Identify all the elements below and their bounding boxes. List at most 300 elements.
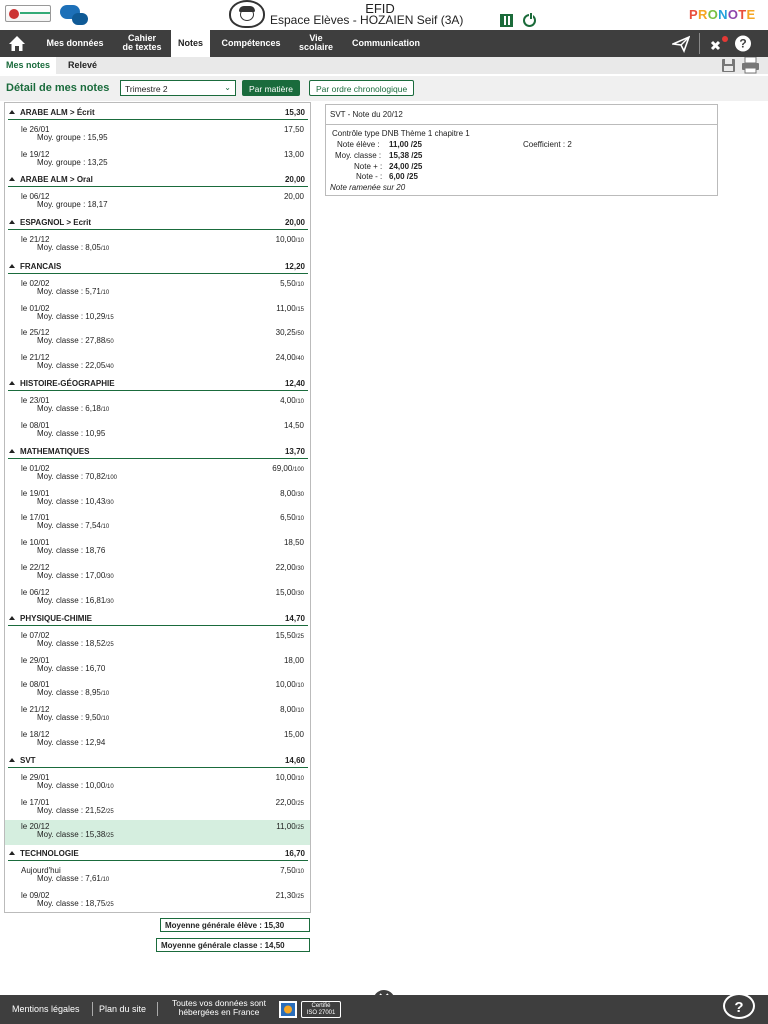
subject-underline [8,273,308,274]
grade-class-average [37,336,114,345]
grade-value-number: 20,00 [283,192,304,201]
grade-value-denominator: /15 [295,306,304,313]
moyenne-generale-classe: Moyenne générale classe : 14,50 [156,938,310,952]
grade-value-number: 10,00 [275,773,296,782]
grade-class-average [37,312,114,321]
grade-class-average [37,243,109,252]
detail-note-plus-label: Note + : [354,162,383,171]
grade-value-number: 13,00 [283,149,304,159]
home-icon[interactable] [8,35,26,52]
grade-date: le 10/01 [21,538,50,548]
grade-value [276,631,304,640]
subject-underline [8,860,308,861]
subject-average: 12,40 [284,379,305,388]
grade-date: le 29/01 [21,773,50,782]
collapse-triangle-icon[interactable] [9,758,15,762]
grade-value-number: 11,00 [276,303,296,313]
page-title: Détail de mes notes [6,82,110,94]
subject-average: 13,70 [284,447,305,456]
grade-class-average [37,781,114,790]
grade-value-number: 10,00 [275,680,296,690]
grade-value [280,705,304,714]
detail-note-moins: 6,00 /25 [389,172,418,181]
subject-name: ARABE ALM > Oral [20,175,93,184]
subject-underline [8,119,308,120]
grade-class-average-value: Moy. classe : 18,76 [37,546,106,556]
subject-average: 20,00 [284,218,305,227]
grade-class-average-denominator: /25 [105,808,114,815]
detail-note-eleve-label: Note élève : [337,140,380,149]
subject-underline [8,229,308,230]
detail-moy-classe: 15,38 /25 [389,151,423,160]
grade-class-average [37,429,105,438]
subject-header[interactable] [5,755,310,766]
tab-releve[interactable]: Relevé [68,60,98,70]
grade-class-average [37,361,114,370]
grade-class-average-denominator: /40 [105,364,114,371]
grades-list [4,102,311,913]
grade-value [284,730,304,739]
tab-mes-notes[interactable]: Mes notes [0,57,56,74]
chevron-down-icon: ⌄ [224,83,231,92]
detail-title: SVT - Note du 20/12 [326,105,717,125]
grade-date: Aujourd'hui [21,866,61,875]
grade-value [284,421,304,430]
grade-row[interactable] [5,277,310,302]
footer-separator [157,1002,158,1016]
help-icon[interactable] [734,34,752,53]
grade-class-average [37,404,109,413]
grade-date: le 08/01 [21,680,50,690]
grade-value-number: 5,50 [280,279,296,288]
grade-date: le 19/01 [21,488,50,498]
grade-value [276,353,304,362]
grade-class-average-value: Moy. classe : 10,29 [37,311,106,321]
space-title: Espace Elèves - HOZAIEN Seif (3A) [270,13,464,27]
grade-date: le 06/12 [21,192,50,201]
subject-underline [8,186,308,187]
footer-separator [92,1002,93,1016]
subject-name: ARABE ALM > Écrit [20,108,95,117]
grade-class-average-denominator: /25 [105,642,114,648]
grade-class-average [37,806,114,815]
grade-class-average [37,133,108,142]
subject-average: 14,60 [284,756,305,765]
grade-date: le 26/01 [21,125,50,134]
grade-class-average-value: Moy. classe : 17,00 [37,570,106,580]
grade-value [280,489,304,498]
qr-code-icon[interactable] [500,14,513,27]
grade-value-denominator: /10 [295,708,304,715]
grade-class-average [37,472,117,481]
period-select[interactable]: Trimestre 2 ⌄ [120,80,236,96]
grade-value [276,773,304,782]
grade-value-number: 15,00 [275,587,296,597]
grade-class-average [37,497,114,506]
grade-class-average-denominator: /10 [105,784,114,790]
grade-value [276,304,304,313]
grade-class-average-value: Moy. groupe : 15,95 [37,133,108,142]
grade-row[interactable] [5,889,310,914]
grade-date: le 21/12 [21,353,50,363]
grade-class-average-value: Moy. classe : 10,95 [37,428,106,438]
grade-row[interactable] [5,586,310,611]
grade-class-average-denominator: /50 [105,339,114,346]
grade-class-average-denominator: /30 [105,598,114,605]
plan-du-site-link[interactable]: Plan du site [99,1004,147,1014]
subject-name: ESPAGNOL > Ecrit [20,218,92,227]
grade-date: le 18/12 [21,729,50,739]
grade-class-average-value: Moy. classe : 27,88 [37,336,106,346]
mentions-legales-link[interactable]: Mentions légales [12,1004,80,1014]
grade-row[interactable] [5,394,310,419]
grade-row[interactable] [5,561,310,586]
collapse-triangle-icon[interactable] [9,381,15,385]
grade-class-average [37,688,109,697]
grade-value-denominator: /25 [295,825,304,832]
subject-header[interactable] [5,261,310,272]
grade-date: le 22/12 [21,562,50,572]
grade-class-average [37,664,105,673]
grade-class-average-denominator: /10 [100,290,110,296]
grade-value-number: 30,25 [275,328,296,338]
save-icon[interactable] [721,58,736,73]
detail-ramenee: Note ramenée sur 20 [330,183,406,192]
grade-value-denominator: /25 [295,800,304,807]
partner-logo [58,3,90,25]
grade-value [276,680,304,689]
grade-value-number: 8,00 [280,705,296,715]
grade-value-number: 6,50 [280,513,296,523]
collapse-triangle-icon[interactable] [9,220,15,224]
grade-class-average [37,738,105,747]
grade-row[interactable] [5,148,310,173]
subject-header[interactable] [5,848,310,859]
grade-value [280,866,304,875]
svg-text:?: ? [739,36,747,51]
grade-value-number: 14,50 [283,420,304,430]
grade-row[interactable] [5,190,310,215]
par-matiere-button[interactable]: Par matière [242,80,300,96]
subject-underline [8,625,308,626]
grade-class-average-denominator: /10 [100,246,110,252]
print-pdf-icon[interactable] [741,57,760,74]
subject-name: HISTOIRE-GÉOGRAPHIE [20,379,115,388]
grade-value-number: 15,00 [283,729,304,739]
grade-date: le 01/02 [21,303,50,313]
grade-date: le 17/01 [21,513,50,523]
grade-class-average-denominator: /15 [105,314,114,321]
grade-value-number: 11,00 [276,822,296,832]
grade-class-average-value: Moy. groupe : 18,17 [37,200,108,209]
grade-value [276,563,304,572]
grade-row[interactable] [5,703,310,728]
subject-name: FRANCAIS [20,262,62,271]
detail-moy-classe-label: Moy. classe : [335,151,382,160]
detail-note-eleve: 11,00 /25 [389,140,422,149]
grade-date: le 23/01 [21,396,50,405]
collapse-triangle-icon[interactable] [9,264,15,268]
sub-nav [0,57,768,74]
grade-value-denominator: /10 [295,282,304,288]
grade-value [276,891,304,900]
grade-value-number: 4,00 [280,396,296,405]
grade-row[interactable] [5,302,310,327]
subject-underline [8,458,308,459]
grade-class-average-denominator: /25 [105,901,114,908]
detail-coefficient: Coefficient : 2 [523,140,572,149]
brand-letter: R [697,7,708,22]
france-flag-icon [279,1001,297,1018]
grade-value-number: 22,00 [275,797,296,807]
subject-name: TECHNOLOGIE [20,849,79,858]
grade-value-denominator: /10 [295,869,304,875]
brand-letter: P [689,7,698,22]
subject-average: 15,30 [284,108,305,117]
grade-value-denominator: /30 [295,590,304,597]
grade-value [280,513,304,522]
grade-row[interactable] [5,728,310,753]
grade-value [276,822,304,831]
footer [0,995,768,1024]
detail-note-plus: 24,00 /25 [389,162,423,171]
grade-value-denominator: /30 [295,491,304,498]
grade-class-average [37,521,109,530]
tools-icon[interactable] [709,34,729,53]
grade-class-average [37,287,109,296]
brand-letter: T [738,7,747,22]
grade-date: le 02/02 [21,279,50,288]
grade-class-average-value: Moy. classe : 10,00 [37,781,106,790]
nav-vie-scolaire[interactable]: Vie scolaire [298,33,334,52]
grade-class-average-denominator: /10 [100,877,110,883]
grade-class-average [37,571,114,580]
grade-value-denominator: /10 [295,683,304,690]
brand-letter: N [718,7,728,22]
nav-communication[interactable]: Communication [351,38,420,48]
grade-class-average [37,596,114,605]
grade-value [272,464,304,473]
grade-date: le 29/01 [21,655,50,665]
grade-class-average [37,830,114,839]
grade-class-average [37,200,108,209]
subject-header[interactable] [5,446,310,457]
grade-value-denominator: /30 [295,565,304,572]
subject-name: PHYSIQUE-CHIMIE [20,614,93,623]
subject-header[interactable] [5,107,310,118]
subject-header[interactable] [5,174,310,185]
grade-class-average-value: Moy. classe : 10,43 [37,496,106,506]
grade-class-average-denominator: /100 [105,475,118,481]
power-icon[interactable] [523,14,536,27]
subject-header[interactable] [5,378,310,389]
grade-class-average [37,546,105,555]
grade-class-average-value: Moy. classe : 5,71 [37,287,101,296]
moyenne-generale-eleve: Moyenne générale élève : 15,30 [160,918,310,932]
school-logo [5,5,51,22]
grade-value-number: 18,00 [283,655,304,665]
question-icon [732,998,746,1014]
grade-class-average-denominator: /30 [105,573,114,580]
grade-class-average-value: Moy. classe : 16,70 [37,663,106,673]
grade-date: le 17/01 [21,797,50,807]
grade-value-denominator: /40 [295,356,304,363]
grade-class-average-denominator: /30 [105,499,114,506]
grade-value-number: 8,00 [280,488,296,498]
nav-separator [699,33,700,54]
subject-name: SVT [20,756,36,765]
grade-date: le 20/12 [21,822,50,832]
grade-class-average-value: Moy. classe : 21,52 [37,805,106,815]
grade-class-average-value: Moy. classe : 18,75 [37,898,106,908]
grade-value-denominator: /10 [295,399,304,405]
grade-class-average-denominator: /10 [100,691,110,698]
nav-mes-donnees[interactable]: Mes données [46,38,104,48]
subject-average: 14,70 [284,614,305,623]
grade-class-average-value: Moy. groupe : 13,25 [37,157,108,167]
grade-date: le 21/12 [21,235,50,244]
grade-row[interactable] [5,536,310,561]
grade-row[interactable] [5,654,310,679]
par-ordre-chronologique-button[interactable]: Par ordre chronologique [309,80,414,96]
grade-class-average-denominator: /10 [100,524,110,531]
grade-row[interactable] [5,419,310,444]
grade-value [284,192,304,201]
grade-value [276,798,304,807]
grade-date: le 07/02 [21,631,50,640]
grade-value-denominator: /50 [295,331,304,338]
subject-underline [8,390,308,391]
grade-value [284,656,304,665]
grade-class-average-value: Moy. classe : 8,95 [37,688,101,698]
grade-class-average-value: Moy. classe : 18,52 [37,639,106,648]
hebergement-text: Toutes vos données sont hébergées en France [171,998,267,1017]
grade-date: le 19/12 [21,149,50,159]
collapse-triangle-icon[interactable] [9,851,15,855]
grade-value [276,588,304,597]
grade-value-number: 21,30 [275,890,296,900]
grade-row[interactable] [5,462,310,487]
grade-date: le 21/12 [21,705,50,715]
grade-value [284,150,304,159]
grade-class-average [37,713,109,722]
brand-letter: O [727,7,739,22]
grade-value-number: 22,00 [275,562,296,572]
grade-detail-panel [325,104,718,196]
grade-value-number: 10,00 [275,235,296,244]
grade-date: le 09/02 [21,890,50,900]
grade-row[interactable] [5,511,310,536]
toolbar [0,76,768,101]
grade-class-average-value: Moy. classe : 16,81 [37,595,106,605]
send-icon[interactable] [672,34,690,53]
grade-value-denominator: /10 [295,776,304,782]
collapse-triangle-icon[interactable] [9,449,15,453]
grade-value-denominator: /10 [295,516,304,523]
grade-class-average-value: Moy. classe : 7,61 [37,874,101,883]
grade-row[interactable] [5,629,310,654]
grade-value-denominator: /100 [292,467,304,473]
main-nav [0,30,768,57]
nav-competences[interactable]: Compétences [221,38,281,48]
grade-value-number: 24,00 [275,353,296,363]
subject-average: 16,70 [284,849,305,858]
svg-text:?: ? [734,999,744,1014]
grade-value [280,396,304,405]
grade-date: le 06/12 [21,587,50,597]
grade-value [284,125,304,134]
grade-value-number: 69,00 [272,464,293,473]
detail-note-moins-label: Note - : [356,172,383,181]
grade-class-average-value: Moy. classe : 22,05 [37,361,106,371]
grade-class-average [37,158,108,167]
subject-underline [8,767,308,768]
grade-class-average-value: Moy. classe : 9,50 [37,713,101,723]
grade-class-average-denominator: /10 [100,407,110,413]
grade-row[interactable] [5,351,310,376]
grade-row[interactable] [5,326,310,351]
grade-class-average-value: Moy. classe : 8,05 [37,243,101,252]
grade-value [284,538,304,547]
grade-row[interactable] [5,864,310,889]
subject-average: 12,20 [284,262,305,271]
grade-date: le 01/02 [21,464,50,473]
collapse-triangle-icon[interactable] [9,177,15,181]
grade-date: le 25/12 [21,328,50,338]
grade-row[interactable] [5,820,310,845]
detail-devoir: Contrôle type DNB Thème 1 chapitre 1 [332,129,470,138]
grade-class-average-value: Moy. classe : 7,54 [37,521,101,531]
grade-row[interactable] [5,123,310,148]
grade-row[interactable] [5,771,310,796]
grade-class-average [37,899,114,908]
grade-value-denominator: /25 [295,893,304,900]
grade-class-average-denominator: /25 [105,833,114,840]
grade-value [276,328,304,337]
grade-row[interactable] [5,487,310,512]
help-button[interactable] [723,993,755,1019]
grade-class-average-value: Moy. classe : 70,82 [37,472,106,481]
grade-row[interactable] [5,796,310,821]
nav-notes[interactable]: Notes [171,30,210,57]
grade-value-number: 7,50 [280,866,296,875]
collapse-triangle-icon[interactable] [9,110,15,114]
top-header [0,0,768,30]
subject-header[interactable] [5,217,310,228]
grade-class-average [37,874,109,883]
subject-average: 20,00 [284,175,305,184]
grade-row[interactable] [5,678,310,703]
iso-certification-badge: Certifié ISO 27001 [301,1001,341,1018]
brand-letter: O [707,7,719,22]
school-name: EFID [365,1,395,16]
grade-row[interactable] [5,233,310,258]
collapse-triangle-icon[interactable] [9,616,15,620]
grade-class-average-value: Moy. classe : 12,94 [37,737,106,747]
grade-class-average [37,639,114,648]
grade-class-average-value: Moy. classe : 15,38 [37,830,106,840]
subject-header[interactable] [5,613,310,624]
pronote-logo [689,7,755,22]
grade-date: le 08/01 [21,420,50,430]
avatar[interactable] [229,0,265,28]
nav-cahier-de-textes[interactable]: Cahier de textes [122,33,162,52]
grade-value [280,279,304,288]
grade-class-average-denominator: /10 [100,716,110,723]
grade-value-denominator: /25 [295,634,304,640]
grade-value [276,235,304,244]
grade-value-number: 18,50 [283,538,304,548]
